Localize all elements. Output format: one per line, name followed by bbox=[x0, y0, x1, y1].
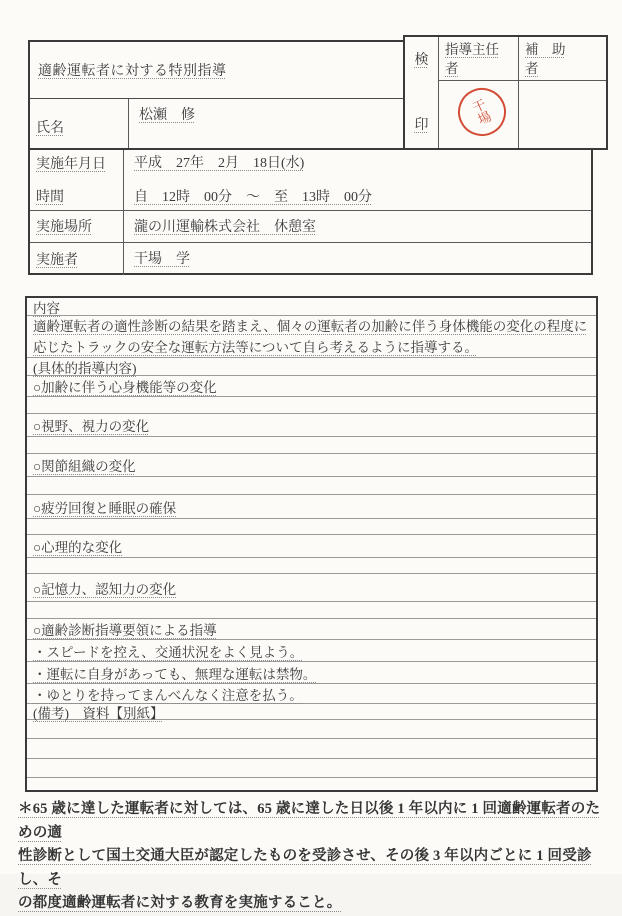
content-row-text: ・運転に自身があっても、無理な運転は禁物。 bbox=[33, 666, 317, 682]
content-row bbox=[27, 519, 596, 535]
stamp-char-top: 干 bbox=[469, 96, 488, 116]
assistant-header bbox=[519, 37, 606, 81]
instructor-label-cell bbox=[30, 243, 124, 275]
footnote bbox=[18, 798, 610, 916]
chief-label-line1: 指導主任 bbox=[445, 42, 499, 57]
content-row bbox=[27, 477, 596, 495]
instructor-row bbox=[30, 243, 591, 275]
content-row-text: ○記憶力、認知力の変化 bbox=[33, 581, 177, 597]
content-row bbox=[27, 316, 596, 358]
content-row-text: 適齢運転者の適性診断の結果を踏まえ、個々の運転者の加齢に伴う身体機能の変化の程度に応じたトラックの安全な運転方法等について自ら考えるように指導する。 bbox=[33, 319, 588, 355]
content-row bbox=[27, 759, 596, 778]
assistant-label-line1: 補 助 bbox=[525, 42, 566, 57]
content-row bbox=[27, 558, 596, 574]
content-row-text: ○適齢診断指導要領による指導 bbox=[33, 623, 217, 638]
content-row bbox=[27, 739, 596, 759]
stamp-char-bottom: 場 bbox=[475, 108, 494, 128]
instructor-value-cell bbox=[124, 243, 591, 275]
title-name-table bbox=[28, 40, 405, 150]
instructor-value: 干場 学 bbox=[134, 252, 190, 267]
content-row-text: (具体的指導内容) bbox=[33, 360, 137, 376]
chief-label-line2: 者 bbox=[445, 61, 459, 76]
footnote-line: ＊65 歳に達した運転者に対しては、65 歳に達した日以後 1 年以内に 1 回適齢運転者のための適 bbox=[18, 801, 601, 841]
name-label-cell bbox=[30, 99, 129, 148]
place-row bbox=[30, 211, 591, 243]
time-value: 自 12時 00分 ～ 至 13時 00分 bbox=[134, 190, 372, 205]
date-time-value-cell bbox=[124, 150, 591, 210]
place-value: 瀧の川運輸株式会社 休憩室 bbox=[134, 219, 316, 235]
place-label: 実施場所 bbox=[36, 220, 92, 235]
name-label: 氏名 bbox=[36, 120, 64, 136]
content-row-text: ○心理的な変化 bbox=[33, 540, 123, 555]
content-row bbox=[27, 619, 596, 640]
content-row-text: ・ゆとりを持ってまんべんなく注意を払う。 bbox=[33, 687, 303, 703]
content-row-text: ○疲労回復と睡眠の確保 bbox=[33, 500, 177, 516]
content-row-text: ○視野、視力の変化 bbox=[33, 419, 150, 434]
date-label: 実施年月日 bbox=[36, 157, 106, 172]
assistant-column bbox=[519, 37, 606, 148]
chief-instructor-header bbox=[439, 37, 518, 81]
content-row bbox=[27, 437, 596, 454]
place-value-cell bbox=[124, 211, 591, 242]
content-row bbox=[27, 358, 596, 376]
content-row-text: ○関節組織の変化 bbox=[33, 459, 136, 474]
name-value: 松瀬 修 bbox=[139, 108, 195, 123]
seal-char-bottom: 印 bbox=[414, 118, 429, 133]
date-time-label-cell bbox=[30, 150, 124, 210]
content-row bbox=[27, 495, 596, 519]
instructor-label: 実施者 bbox=[36, 252, 78, 268]
chief-instructor-column bbox=[439, 37, 519, 148]
place-label-cell bbox=[30, 211, 124, 242]
content-row bbox=[27, 376, 596, 397]
content-row bbox=[27, 720, 596, 739]
content-row bbox=[27, 662, 596, 684]
content-row-text: ・スピードを控え、交通状況をよく見よう。 bbox=[33, 644, 304, 660]
content-row bbox=[27, 602, 596, 619]
name-value-cell bbox=[129, 99, 403, 148]
content-row bbox=[27, 535, 596, 558]
content-row bbox=[27, 778, 596, 790]
name-row bbox=[30, 99, 403, 148]
seal-char-top: 検 bbox=[414, 53, 429, 68]
form-title-row bbox=[30, 42, 403, 99]
content-row bbox=[27, 414, 596, 437]
content-row-text: ○加齢に伴う心身機能等の変化 bbox=[33, 380, 217, 395]
footnote-line: の都度適齢運転者に対する教育を実施すること。 bbox=[18, 895, 342, 911]
content-row bbox=[27, 454, 596, 477]
content-table bbox=[25, 296, 598, 792]
form-title: 適齢運転者に対する特別指導 bbox=[38, 64, 227, 79]
content-row bbox=[27, 397, 596, 414]
content-row bbox=[27, 704, 596, 720]
assistant-label-line2: 者 bbox=[525, 61, 539, 76]
date-time-row bbox=[30, 150, 591, 211]
seal-column bbox=[405, 37, 439, 148]
content-row-text: 内容 bbox=[33, 300, 60, 316]
content-row bbox=[27, 298, 596, 316]
content-row-text: (備考) 資料【別紙】 bbox=[33, 705, 164, 721]
date-value: 平成 27年 2月 18日(水) bbox=[134, 156, 305, 171]
content-row bbox=[27, 640, 596, 662]
details-table bbox=[28, 148, 593, 275]
footnote-line: 性診断として国土交通大臣が認定したものを受診させ、その後 3 年以内ごとに 1 回受診し、そ bbox=[18, 848, 592, 888]
inspection-seal-table bbox=[403, 35, 608, 150]
content-row bbox=[27, 574, 596, 602]
hanko-stamp bbox=[450, 81, 513, 144]
time-label: 時間 bbox=[36, 190, 64, 205]
